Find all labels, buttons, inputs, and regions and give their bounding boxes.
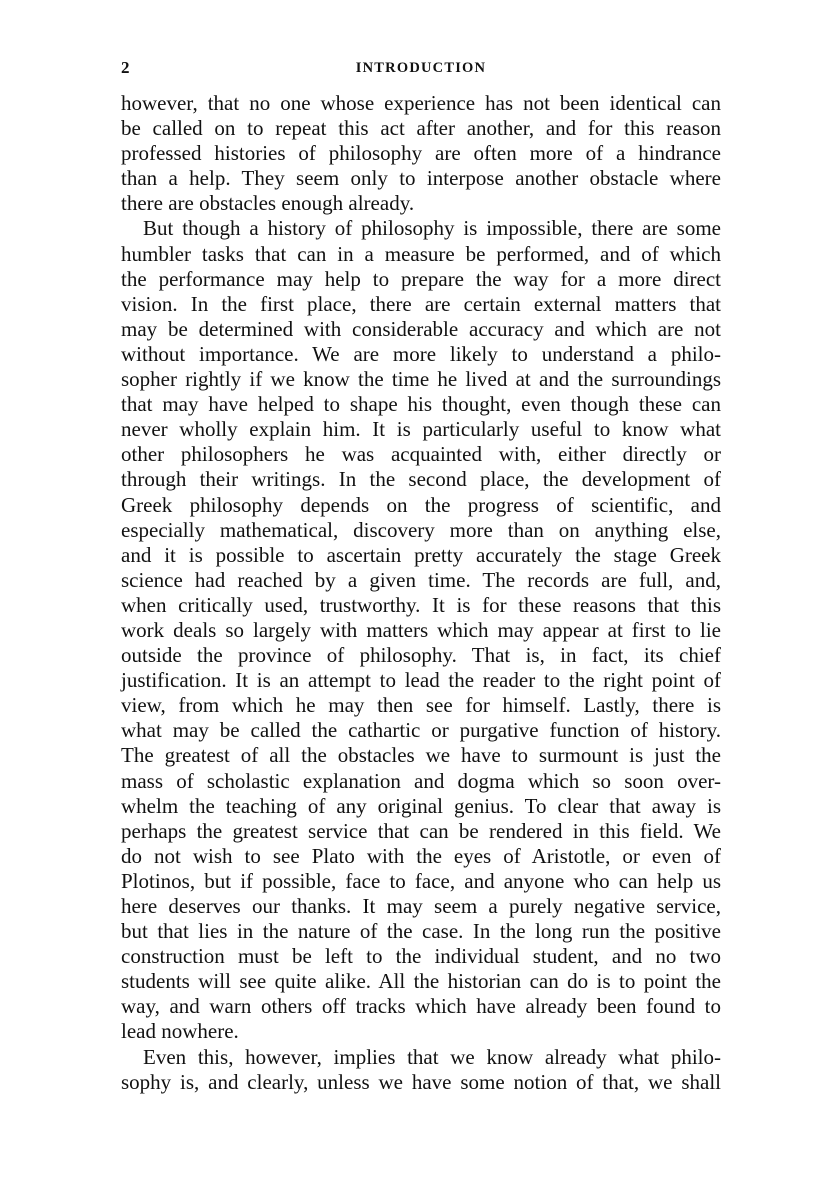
- text-line: perhaps the greatest service that can be rendered in this field. We: [121, 818, 721, 843]
- text-line: and it is possible to ascertain pretty accurately the stage Greek: [121, 542, 721, 567]
- text-line: do not wish to see Plato with the eyes of Aristotle, or even of: [121, 843, 721, 868]
- body-text: [121, 91, 721, 1095]
- text-line: when critically used, trustworthy. It is for these reasons that this: [121, 592, 721, 617]
- text-line: construction must be left to the individual student, and no two: [121, 944, 721, 969]
- text-line: mass of scholastic explanation and dogma which so soon over-: [121, 768, 721, 793]
- text-line: Plotinos, but if possible, face to face, and anyone who can help us: [121, 868, 721, 893]
- text-line: other philosophers he was acquainted with, either directly or: [121, 442, 721, 467]
- chapter-title: INTRODUCTION: [355, 60, 487, 76]
- text-line: be called on to repeat this act after another, and for this reason: [121, 116, 721, 141]
- text-line: however, that no one whose experience has not been identical can: [121, 91, 721, 115]
- text-line: But though a history of philosophy is impossible, there are some: [143, 216, 721, 241]
- text-line: lead nowhere.: [121, 1019, 239, 1044]
- text-line: than a help. They seem only to interpose another obstacle where: [121, 166, 721, 191]
- text-line: especially mathematical, discovery more than on anything else,: [121, 517, 721, 542]
- page-number: 2: [121, 58, 130, 77]
- text-line: through their writings. In the second place, the development of: [121, 467, 721, 492]
- text-line: sophy is, and clearly, unless we have some notion of that, we shall: [121, 1069, 721, 1094]
- text-line: never wholly explain him. It is particularly useful to know what: [121, 417, 721, 442]
- text-line: work deals so largely with matters which may appear at first to lie: [121, 617, 721, 642]
- text-line: that may have helped to shape his thought, even though these can: [121, 392, 721, 417]
- text-line: professed histories of philosophy are often more of a hindrance: [121, 141, 721, 166]
- text-line: Greek philosophy depends on the progress of scientific, and: [121, 492, 721, 517]
- text-line: students will see quite alike. All the historian can do is to point the: [121, 969, 721, 994]
- text-line: there are obstacles enough already.: [121, 191, 415, 216]
- text-line: the performance may help to prepare the way for a more direct: [121, 266, 721, 291]
- text-line: here deserves our thanks. It may seem a purely negative service,: [121, 894, 721, 918]
- text-line: The greatest of all the obstacles we have to surmount is just the: [121, 743, 721, 768]
- text-line: justification. It is an attempt to lead the reader to the right point of: [121, 668, 721, 693]
- text-line: sopher rightly if we know the time he lived at and the surroundings: [121, 367, 721, 392]
- text-line: what may be called the cathartic or purgative function of history.: [121, 718, 721, 743]
- text-line: view, from which he may then see for himself. Lastly, there is: [121, 693, 721, 718]
- text-line: Even this, however, implies that we know already what philo-: [143, 1044, 721, 1069]
- text-line: but that lies in the nature of the case. In the long run the positive: [121, 919, 721, 944]
- text-line: way, and warn others off tracks which have already been found to: [121, 994, 721, 1019]
- text-line: humbler tasks that can in a measure be performed, and of which: [121, 241, 721, 266]
- text-line: whelm the teaching of any original genius. To clear that away is: [121, 793, 721, 818]
- text-line: vision. In the first place, there are certain external matters that: [121, 291, 721, 316]
- text-line: may be determined with considerable accuracy and which are not: [121, 316, 721, 341]
- running-head: [121, 58, 721, 82]
- text-line: without importance. We are more likely to understand a philo-: [121, 341, 721, 366]
- text-line: science had reached by a given time. The records are full, and,: [121, 567, 721, 592]
- text-line: outside the province of philosophy. That is, in fact, its chief: [121, 643, 721, 668]
